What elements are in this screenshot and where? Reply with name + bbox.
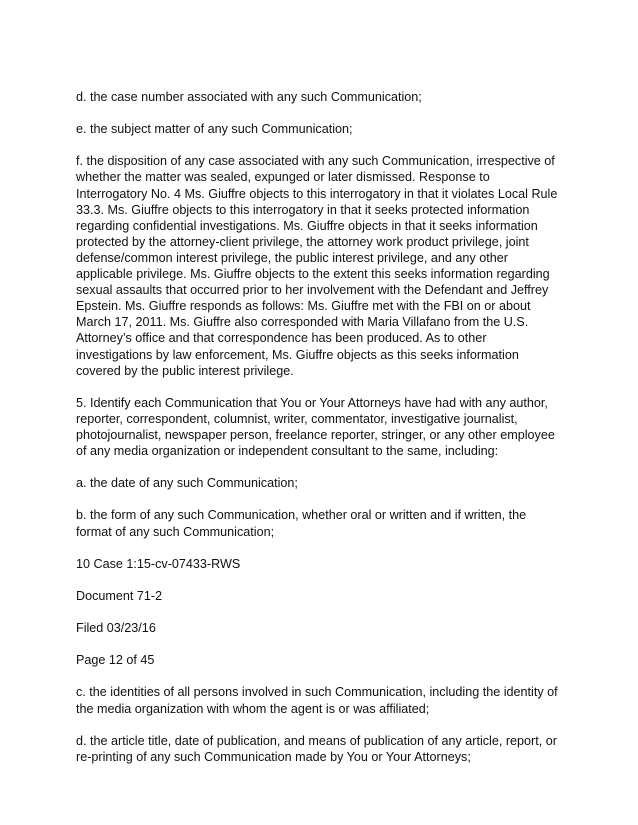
- paragraph-item-b-form: b. the form of any such Communication, whether oral or written and if written, the format of any such Communication;: [76, 508, 527, 539]
- paragraph-item-a-date: a. the date of any such Communication;: [76, 476, 298, 491]
- page-number-line: Page 12 of 45: [76, 653, 155, 668]
- document-page: [76, 89, 564, 781]
- paragraph-interrogatory-5: 5. Identify each Communication that You or Your Attorneys have had with any author, reporter, correspondent, columnist, writer, commentator, investigative journalist, photojournalist, newspaper person, freelance reporter, stringer, or any other employee of any media organization or independent consultant to the same, including:: [76, 395, 555, 459]
- paragraph-item-f-disposition-response: f. the disposition of any case associated with any such Communication, irrespective of whether the matter was sealed, expunged or later dismissed. Response to Interrogatory No. 4 Ms. Giuffre objects to this interrogatory in that it violates Local Rule 33.3. Ms. Giuffre objects to this interrogatory in that it seeks protected information regarding confidential investigations. Ms. Giuffre objects in that it seeks information protected by the attorney-client privilege, the attorney work product privilege, joint defense/common interest privilege, the public interest privilege, and any other applicable privilege. Ms. Giuffre objects to the extent this seeks information regarding sexual assaults that occurred prior to her involvement with the Defendant and Jeffrey Epstein. Ms. Giuffre responds as follows: Ms. Giuffre met with the FBI on or about March 17, 2011. Ms. Giuffre also corresponded with Maria Villafano from the U.S. Attorney’s office and that correspondence has been produced. As to other investigations by law enforcement, Ms. Giuffre objects as this seeks information covered by the public interest privilege.: [76, 154, 558, 378]
- paragraph-item-c-identities: c. the identities of all persons involved in such Communication, including the identity of the media organization with whom the agent is or was affiliated;: [76, 685, 558, 716]
- case-number-line: 10 Case 1:15-cv-07433-RWS: [76, 556, 241, 571]
- paragraph-item-d-article-title: d. the article title, date of publication, and means of publication of any article, report, or re-printing of any such Communication made by You or Your Attorneys;: [76, 733, 557, 764]
- paragraph-item-e-subject-matter: e. the subject matter of any such Communication;: [76, 122, 353, 137]
- document-number-line: Document 71-2: [76, 588, 163, 603]
- paragraph-item-d-case-number: d. the case number associated with any such Communication;: [76, 90, 422, 104]
- filed-date-line: Filed 03/23/16: [76, 621, 156, 636]
